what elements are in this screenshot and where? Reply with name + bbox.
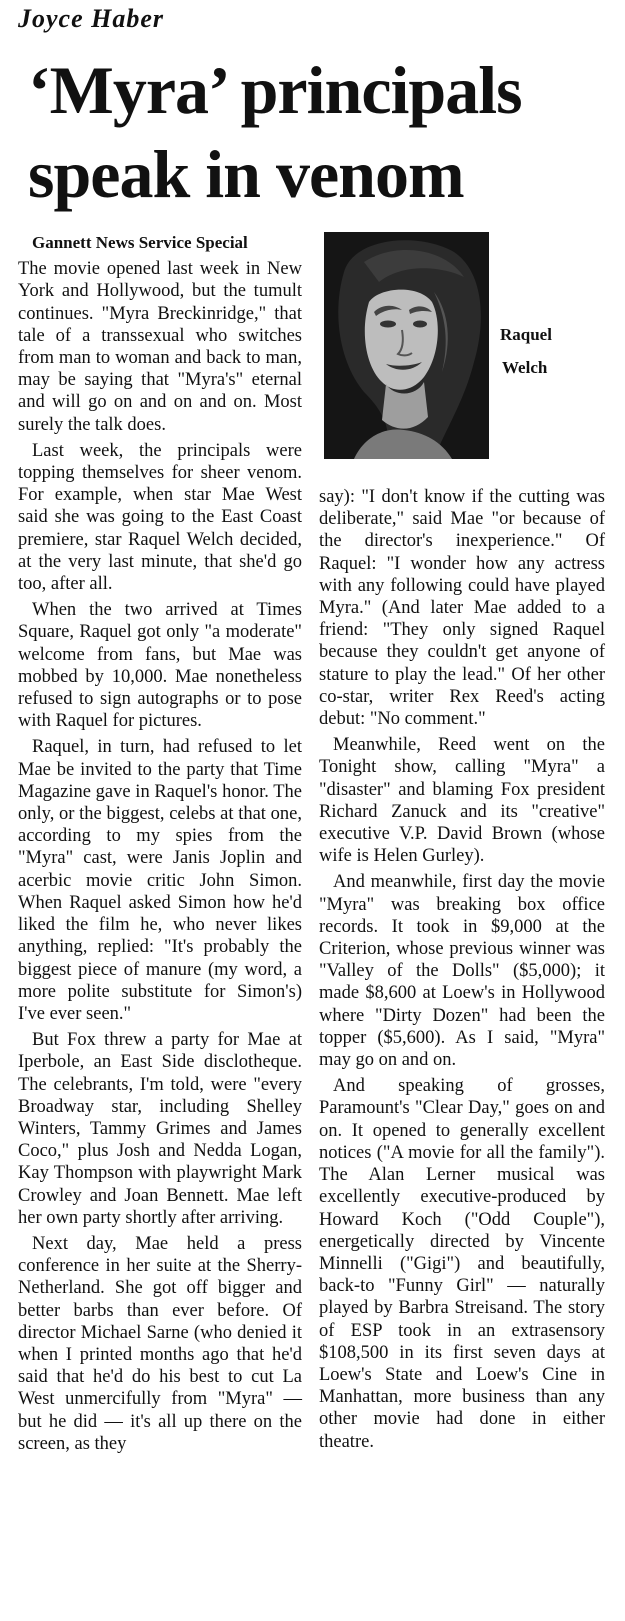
article-paragraph: Meanwhile, Reed went on the Tonight show, calling "Myra" a "disaster" and blaming Fox president Richard Zanuck and its "creative" executive V.P. David Brown (whose wife is Helen Gurley). (319, 735, 605, 867)
article-paragraph: The movie opened last week in New York and Hollywood, but the tumult continues. "Myra Breckinridge," that tale of a transsexual who switches from man to woman and back to man, may be saying that "Myra's" eternal and will go on and on and on. Most surely the talk does. (18, 259, 302, 435)
headline-line-1: ‘Myra’ principals (28, 52, 522, 128)
article-paragraph: And speaking of grosses, Paramount's "Clear Day," goes on and on. It opened to generally excellent notices ("A movie for all the family"). The Alan Lerner musical was excellently executive-produced by Howard Koch ("Odd Couple"), energetically directed by Vincente Minnelli ("Gigi") and beautifully, back-to "Funny Girl" — naturally played by Barbra Streisand. The story of ESP took in an extrasensory $108,500 in its first seven days at Loew's State and Loew's Cine in Manhattan, more business than any other movie had done in either theatre. (319, 1076, 605, 1452)
article-column-left (18, 232, 302, 1459)
caption-first-name: Raquel (500, 325, 552, 344)
portrait-image (324, 232, 489, 459)
article-paragraph: But Fox threw a party for Mae at Iperbole, an East Side disclotheque. The celebrants, I'm told, were "every Broadway star, including Shelley Winters, Tammy Grimes and James Coco," plus Josh and Nedda Logan, Kay Thompson with playwright Mark Crowley and Joan Bennett. Mae left her own party shortly after arriving. (18, 1030, 302, 1228)
article-paragraph: Next day, Mae held a press conference in her suite at the Sherry-Netherland. She got off bigger and better barbs than ever before. Of director Michael Sarne (who denied it when I printed months ago that he'd said that he'd do his best to cut La West unmercifully from "Myra" — but he did — it's all up there on the screen, as they (18, 1233, 302, 1454)
article-paragraph: say): "I don't know if the cutting was deliberate," said Mae "or because of the director's inexperience." Of Raquel: "I wonder how any actress with any following could have played Myra." (And later Mae added to a friend: "They only signed Raquel because they couldn't get anyone of stature to play the lead." Of her other co-star, writer Rex Reed's acting debut: "No comment." (319, 487, 605, 730)
news-service-credit: Gannett News Service Special (32, 233, 248, 252)
caption-last-name: Welch (502, 358, 548, 377)
raquel-welch-photo (324, 232, 489, 459)
article-paragraph: And meanwhile, first day the movie "Myra" was breaking box office records. It took in $9,000 at the Criterion, whose previous winner was "Valley of the Dolls" ($5,000); it made $8,600 at Loew's in Hollywood where "Dirty Dozen" had been the topper ($5,600). As I said, "Myra" may go on and on. (319, 872, 605, 1071)
article-headline (28, 48, 608, 216)
article-paragraph: When the two arrived at Times Square, Raquel got only "a moderate" welcome from fans, but Mae was mobbed by 10,000. Mae nonetheless refused to sign autographs or to pose with Raquel for pictures. (18, 600, 302, 732)
columnist-byline: Joyce Haber (18, 4, 165, 33)
article-paragraph: Raquel, in turn, had refused to let Mae be invited to the party that Time Magazine gave in Raquel's honor. The only, or the biggest, celebs at that one, according to my spies from the "Myra" cast, were Janis Joplin and acerbic movie critic John Simon. When Raquel asked Simon how he'd liked the film he, who never likes anything, replied: "It's probably the biggest piece of manure (my word, a more polite substitute for Simon's) I've ever seen." (18, 737, 302, 1024)
headline-line-2: speak in venom (28, 136, 464, 212)
article-column-right (319, 486, 605, 1457)
article-paragraph: Last week, the principals were topping themselves for sheer venom. For example, when star Mae West said she was going to the East Coast premiere, star Raquel Welch decided, at the very last minute, that she'd go too, after all. (18, 440, 302, 595)
photo-caption (500, 318, 600, 384)
